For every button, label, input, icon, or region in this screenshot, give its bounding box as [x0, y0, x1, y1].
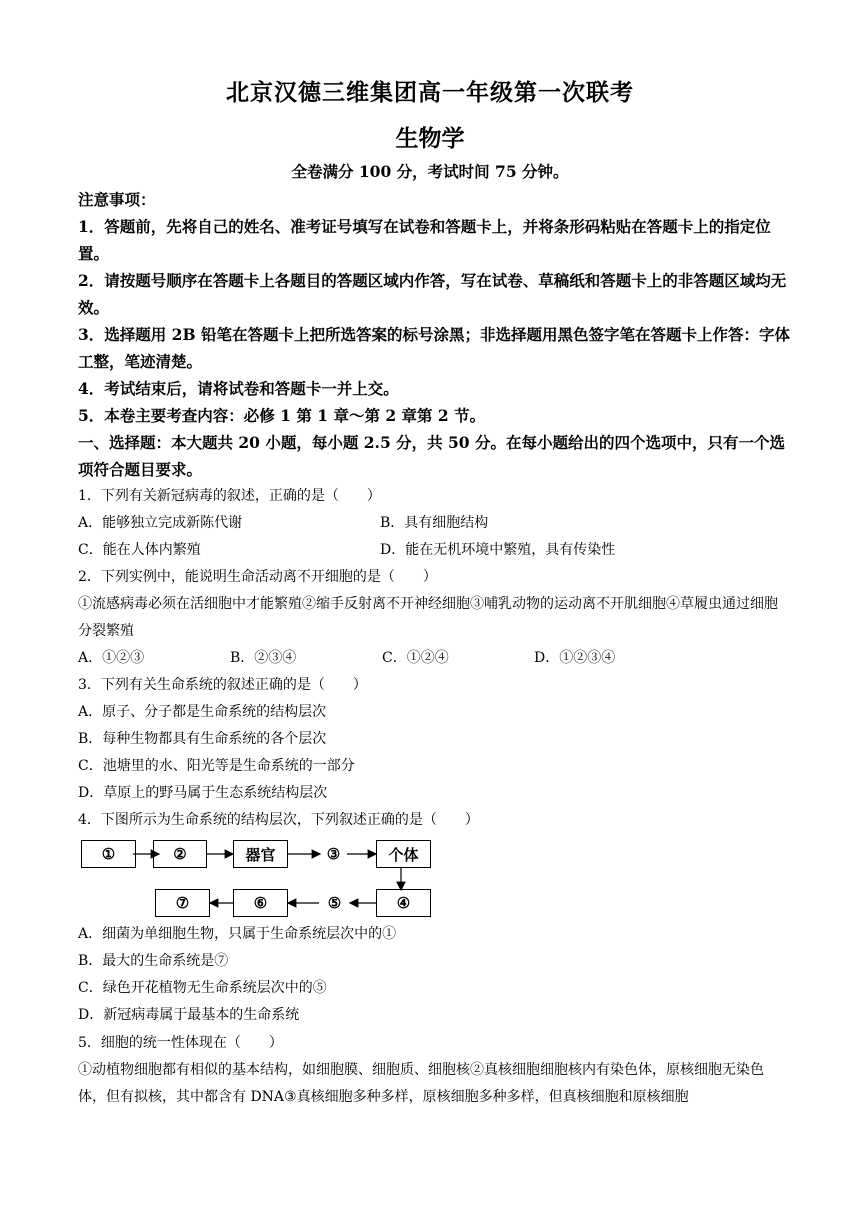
q2-body: ①流感病毒必须在活细胞中才能繁殖②缩手反射离不开神经细胞③哺乳动物的运动离不开肌细胞④草履虫通过细胞分裂繁殖: [78, 596, 778, 639]
q1-options-row2: [78, 537, 790, 564]
q1-option-d: D．能在无机环境中繁殖，具有传染性: [380, 542, 616, 558]
notice-item: 3．选择题用 2B 铅笔在答题卡上把所选答案的标号涂黑；非选择题用黑色签字笔在答题卡上作答：字体工整，笔迹清楚。: [78, 325, 790, 371]
q4-options: [78, 921, 790, 1029]
notice-item: 1．答题前，先将自己的姓名、准考证号填写在试卷和答题卡上，并将条形码粘贴在答题卡上的指定位置。: [78, 217, 771, 263]
q2-option-b: B．②③④: [230, 650, 297, 666]
q1-option-c: C．能在人体内繁殖: [78, 542, 201, 558]
notice-item: 2．请按题号顺序在答题卡上各题目的答题区域内作答，写在试卷、草稿纸和答题卡上的非答题区域均无效。: [78, 271, 787, 317]
q2-option-a: A．①②③: [78, 650, 145, 666]
box-individual: 个体: [376, 840, 431, 868]
exam-info: 全卷满分 100 分，考试时间 75 分钟。: [291, 162, 569, 181]
q5-stem: 5．细胞的统一性体现在（ ）: [78, 1035, 283, 1051]
q1-stem: 1．下列有关新冠病毒的叙述，正确的是（ ）: [78, 488, 381, 504]
q4-option-b: B．最大的生命系统是⑦: [78, 953, 229, 969]
section-heading: 一、选择题：本大题共 20 小题，每小题 2.5 分，共 50 分。在每小题给出的四个选项中，只有一个选项符合题目要求。: [78, 433, 785, 479]
q4-option-d: D．新冠病毒属于最基本的生命系统: [78, 1007, 300, 1023]
q1-option-b: B．具有细胞结构: [380, 515, 489, 531]
notice-item: 4．考试结束后，请将试卷和答题卡一并上交。: [78, 379, 399, 398]
subject-title: 生物学: [395, 125, 465, 152]
q4-option-a: A．细菌为单细胞生物，只属于生命系统层次中的①: [78, 926, 397, 942]
box-2: ②: [153, 840, 207, 868]
questions-block: [78, 483, 790, 834]
exam-title: 北京汉德三维集团高一年级第一次联考: [226, 79, 634, 106]
q4-stem: 4．下图所示为生命系统的结构层次，下列叙述正确的是（ ）: [78, 812, 479, 828]
q5-block: [78, 1030, 790, 1111]
box-5: ⑤: [327, 894, 342, 912]
q3-option-d: D．草原上的野马属于生态系统结构层次: [78, 785, 328, 801]
box-3: ③: [326, 845, 341, 863]
box-7: ⑦: [155, 889, 210, 917]
notice-item: 5．本卷主要考查内容：必修 1 第 1 章～第 2 章第 2 节。: [78, 406, 486, 425]
q1-options-row1: [78, 510, 790, 537]
box-6: ⑥: [233, 889, 288, 917]
q3-option-a: A．原子、分子都是生命系统的结构层次: [78, 704, 327, 720]
box-organ: 器官: [233, 840, 288, 868]
q3-option-c: C．池塘里的水、阳光等是生命系统的一部分: [78, 758, 355, 774]
q3-option-b: B．每种生物都具有生命系统的各个层次: [78, 731, 327, 747]
notice-section: [78, 186, 790, 483]
q5-body: ①动植物细胞都有相似的基本结构，如细胞膜、细胞质、细胞核②真核细胞细胞核内有染色体，原核细胞无染色体，但有拟核，其中都含有 DNA③真核细胞多种多样，原核细胞多种多样，但真核细胞和原核细胞: [78, 1062, 764, 1105]
q2-option-c: C．①②④: [382, 650, 449, 666]
q2-option-d: D．①②③④: [534, 650, 616, 666]
q1-option-a: A．能够独立完成新陈代谢: [78, 515, 243, 531]
q2-stem: 2．下列实例中，能说明生命活动离不开细胞的是（ ）: [78, 569, 437, 585]
box-1: ①: [81, 840, 136, 868]
q4-option-c: C．绿色开花植物无生命系统层次中的⑤: [78, 980, 327, 996]
box-4: ④: [376, 889, 431, 917]
q2-options: [78, 645, 790, 672]
notice-heading: 注意事项：: [78, 190, 156, 209]
q3-stem: 3．下列有关生命系统的叙述正确的是（ ）: [78, 677, 367, 693]
life-system-diagram: [78, 833, 438, 923]
